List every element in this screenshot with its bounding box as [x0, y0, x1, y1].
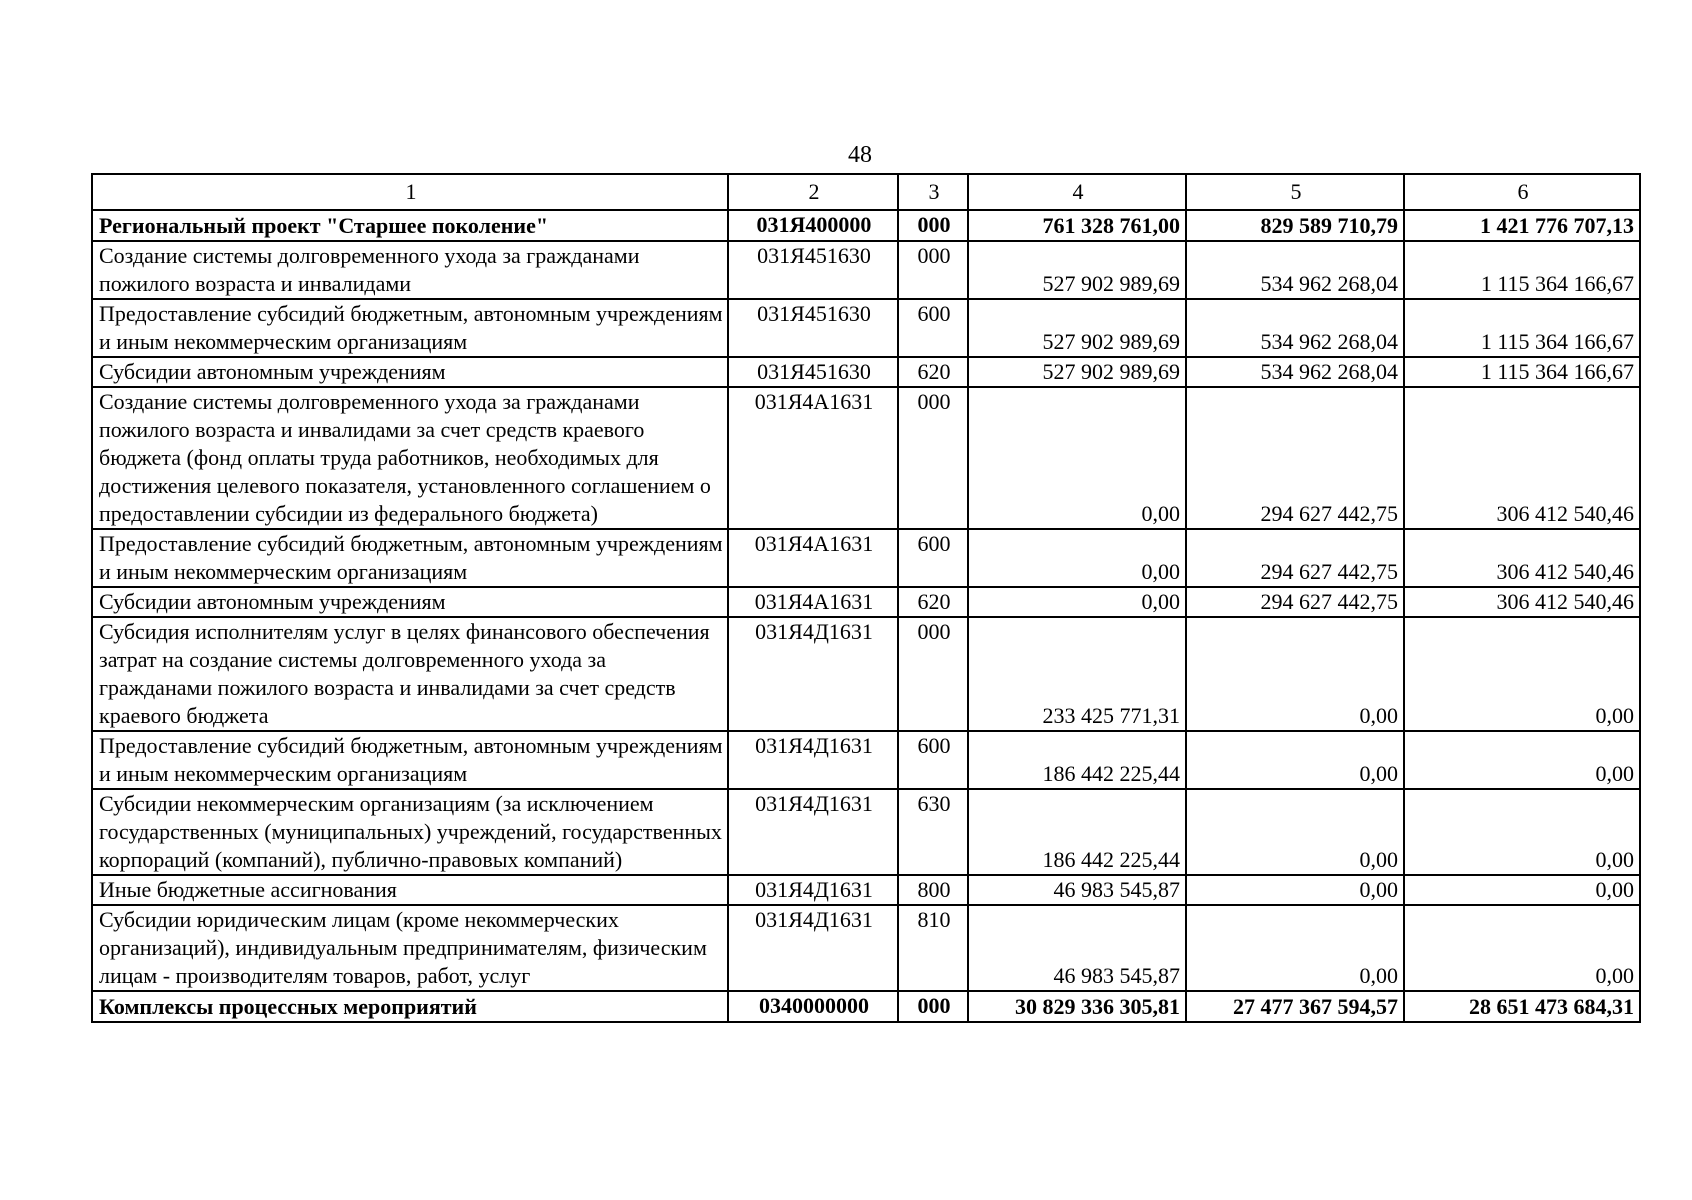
- row-description: Предоставление субсидий бюджетным, автономным учреждениям и иным некоммерческим организациям: [92, 731, 728, 789]
- target-code: 031Я4Д1631: [728, 731, 898, 789]
- amount-col-5: 0,00: [1186, 731, 1404, 789]
- expense-type-code: 810: [898, 905, 968, 991]
- table-row: [92, 357, 1640, 387]
- row-description: Иные бюджетные ассигнования: [92, 875, 728, 905]
- amount-col-5: 0,00: [1186, 905, 1404, 991]
- table-body: [92, 174, 1640, 1022]
- expense-type-code: 000: [898, 991, 968, 1022]
- amount-col-5: 534 962 268,04: [1186, 357, 1404, 387]
- expense-type-code: 620: [898, 587, 968, 617]
- expense-type-code: 600: [898, 529, 968, 587]
- table-row: [92, 731, 1640, 789]
- expense-type-code: 630: [898, 789, 968, 875]
- row-description: Создание системы долговременного ухода за гражданами пожилого возраста и инвалидами: [92, 241, 728, 299]
- expense-type-code: 600: [898, 731, 968, 789]
- amount-col-5: 27 477 367 594,57: [1186, 991, 1404, 1022]
- table-row: [92, 991, 1640, 1022]
- column-header: 6: [1404, 174, 1640, 210]
- target-code: 031Я4Д1631: [728, 617, 898, 731]
- amount-col-5: 534 962 268,04: [1186, 241, 1404, 299]
- column-header: 4: [968, 174, 1186, 210]
- amount-col-6: 306 412 540,46: [1404, 387, 1640, 529]
- amount-col-6: 306 412 540,46: [1404, 587, 1640, 617]
- amount-col-6: 0,00: [1404, 617, 1640, 731]
- expense-type-code: 000: [898, 210, 968, 241]
- amount-col-4: 46 983 545,87: [968, 875, 1186, 905]
- target-code: 031Я4Д1631: [728, 875, 898, 905]
- column-header: 3: [898, 174, 968, 210]
- amount-col-6: 306 412 540,46: [1404, 529, 1640, 587]
- amount-col-6: 0,00: [1404, 905, 1640, 991]
- amount-col-6: 1 421 776 707,13: [1404, 210, 1640, 241]
- amount-col-5: 0,00: [1186, 789, 1404, 875]
- amount-col-5: 0,00: [1186, 617, 1404, 731]
- row-description: Субсидии юридическим лицам (кроме некоммерческих организаций), индивидуальным предпринимателям, физическим лицам - производителям товаров, работ, услуг: [92, 905, 728, 991]
- row-description: Субсидии некоммерческим организациям (за исключением государственных (муниципальных) учреждений, государственных корпораций (компаний), публично-правовых компаний): [92, 789, 728, 875]
- amount-col-5: 534 962 268,04: [1186, 299, 1404, 357]
- expense-type-code: 620: [898, 357, 968, 387]
- target-code: 031Я400000: [728, 210, 898, 241]
- amount-col-5: 829 589 710,79: [1186, 210, 1404, 241]
- amount-col-4: 30 829 336 305,81: [968, 991, 1186, 1022]
- target-code: 031Я451630: [728, 357, 898, 387]
- amount-col-4: 186 442 225,44: [968, 789, 1186, 875]
- target-code: 031Я4Д1631: [728, 789, 898, 875]
- target-code: 0340000000: [728, 991, 898, 1022]
- amount-col-6: 1 115 364 166,67: [1404, 299, 1640, 357]
- target-code: 031Я451630: [728, 299, 898, 357]
- table-row: [92, 241, 1640, 299]
- amount-col-4: 233 425 771,31: [968, 617, 1186, 731]
- amount-col-6: 0,00: [1404, 789, 1640, 875]
- amount-col-5: 0,00: [1186, 875, 1404, 905]
- budget-table: [91, 173, 1641, 1023]
- table-row: [92, 210, 1640, 241]
- target-code: 031Я4Д1631: [728, 905, 898, 991]
- amount-col-6: 0,00: [1404, 875, 1640, 905]
- page-number: 48: [848, 142, 872, 168]
- amount-col-4: 0,00: [968, 529, 1186, 587]
- expense-type-code: 000: [898, 241, 968, 299]
- column-header: 5: [1186, 174, 1404, 210]
- amount-col-5: 294 627 442,75: [1186, 587, 1404, 617]
- column-header: 2: [728, 174, 898, 210]
- amount-col-5: 294 627 442,75: [1186, 529, 1404, 587]
- column-header: 1: [92, 174, 728, 210]
- target-code: 031Я4А1631: [728, 587, 898, 617]
- amount-col-4: 527 902 989,69: [968, 241, 1186, 299]
- target-code: 031Я4А1631: [728, 529, 898, 587]
- row-description: Предоставление субсидий бюджетным, автономным учреждениям и иным некоммерческим организациям: [92, 299, 728, 357]
- expense-type-code: 000: [898, 387, 968, 529]
- table-row: [92, 387, 1640, 529]
- amount-col-4: 527 902 989,69: [968, 299, 1186, 357]
- amount-col-4: 186 442 225,44: [968, 731, 1186, 789]
- expense-type-code: 600: [898, 299, 968, 357]
- row-description: Региональный проект "Старшее поколение": [92, 210, 728, 241]
- row-description: Создание системы долговременного ухода за гражданами пожилого возраста и инвалидами за счет средств краевого бюджета (фонд оплаты труда работников, необходимых для достижения целевого показателя, установленного соглашением о предоставлении субсидии из федерального бюджета): [92, 387, 728, 529]
- amount-col-6: 0,00: [1404, 731, 1640, 789]
- amount-col-5: 294 627 442,75: [1186, 387, 1404, 529]
- amount-col-6: 1 115 364 166,67: [1404, 241, 1640, 299]
- table-row: [92, 875, 1640, 905]
- table-row: [92, 789, 1640, 875]
- amount-col-6: 28 651 473 684,31: [1404, 991, 1640, 1022]
- row-description: Субсидия исполнителям услуг в целях финансового обеспечения затрат на создание системы долговременного ухода за гражданами пожилого возраста и инвалидами за счет средств краевого бюджета: [92, 617, 728, 731]
- expense-type-code: 800: [898, 875, 968, 905]
- amount-col-4: 0,00: [968, 387, 1186, 529]
- table-row: [92, 587, 1640, 617]
- amount-col-4: 761 328 761,00: [968, 210, 1186, 241]
- row-description: Комплексы процессных мероприятий: [92, 991, 728, 1022]
- table-row: [92, 299, 1640, 357]
- amount-col-4: 0,00: [968, 587, 1186, 617]
- row-description: Предоставление субсидий бюджетным, автономным учреждениям и иным некоммерческим организациям: [92, 529, 728, 587]
- row-description: Субсидии автономным учреждениям: [92, 587, 728, 617]
- expense-type-code: 000: [898, 617, 968, 731]
- table-row: [92, 905, 1640, 991]
- amount-col-4: 527 902 989,69: [968, 357, 1186, 387]
- target-code: 031Я4А1631: [728, 387, 898, 529]
- table-row: [92, 529, 1640, 587]
- table-row: [92, 617, 1640, 731]
- amount-col-6: 1 115 364 166,67: [1404, 357, 1640, 387]
- row-description: Субсидии автономным учреждениям: [92, 357, 728, 387]
- table-header-row: [92, 174, 1640, 210]
- amount-col-4: 46 983 545,87: [968, 905, 1186, 991]
- target-code: 031Я451630: [728, 241, 898, 299]
